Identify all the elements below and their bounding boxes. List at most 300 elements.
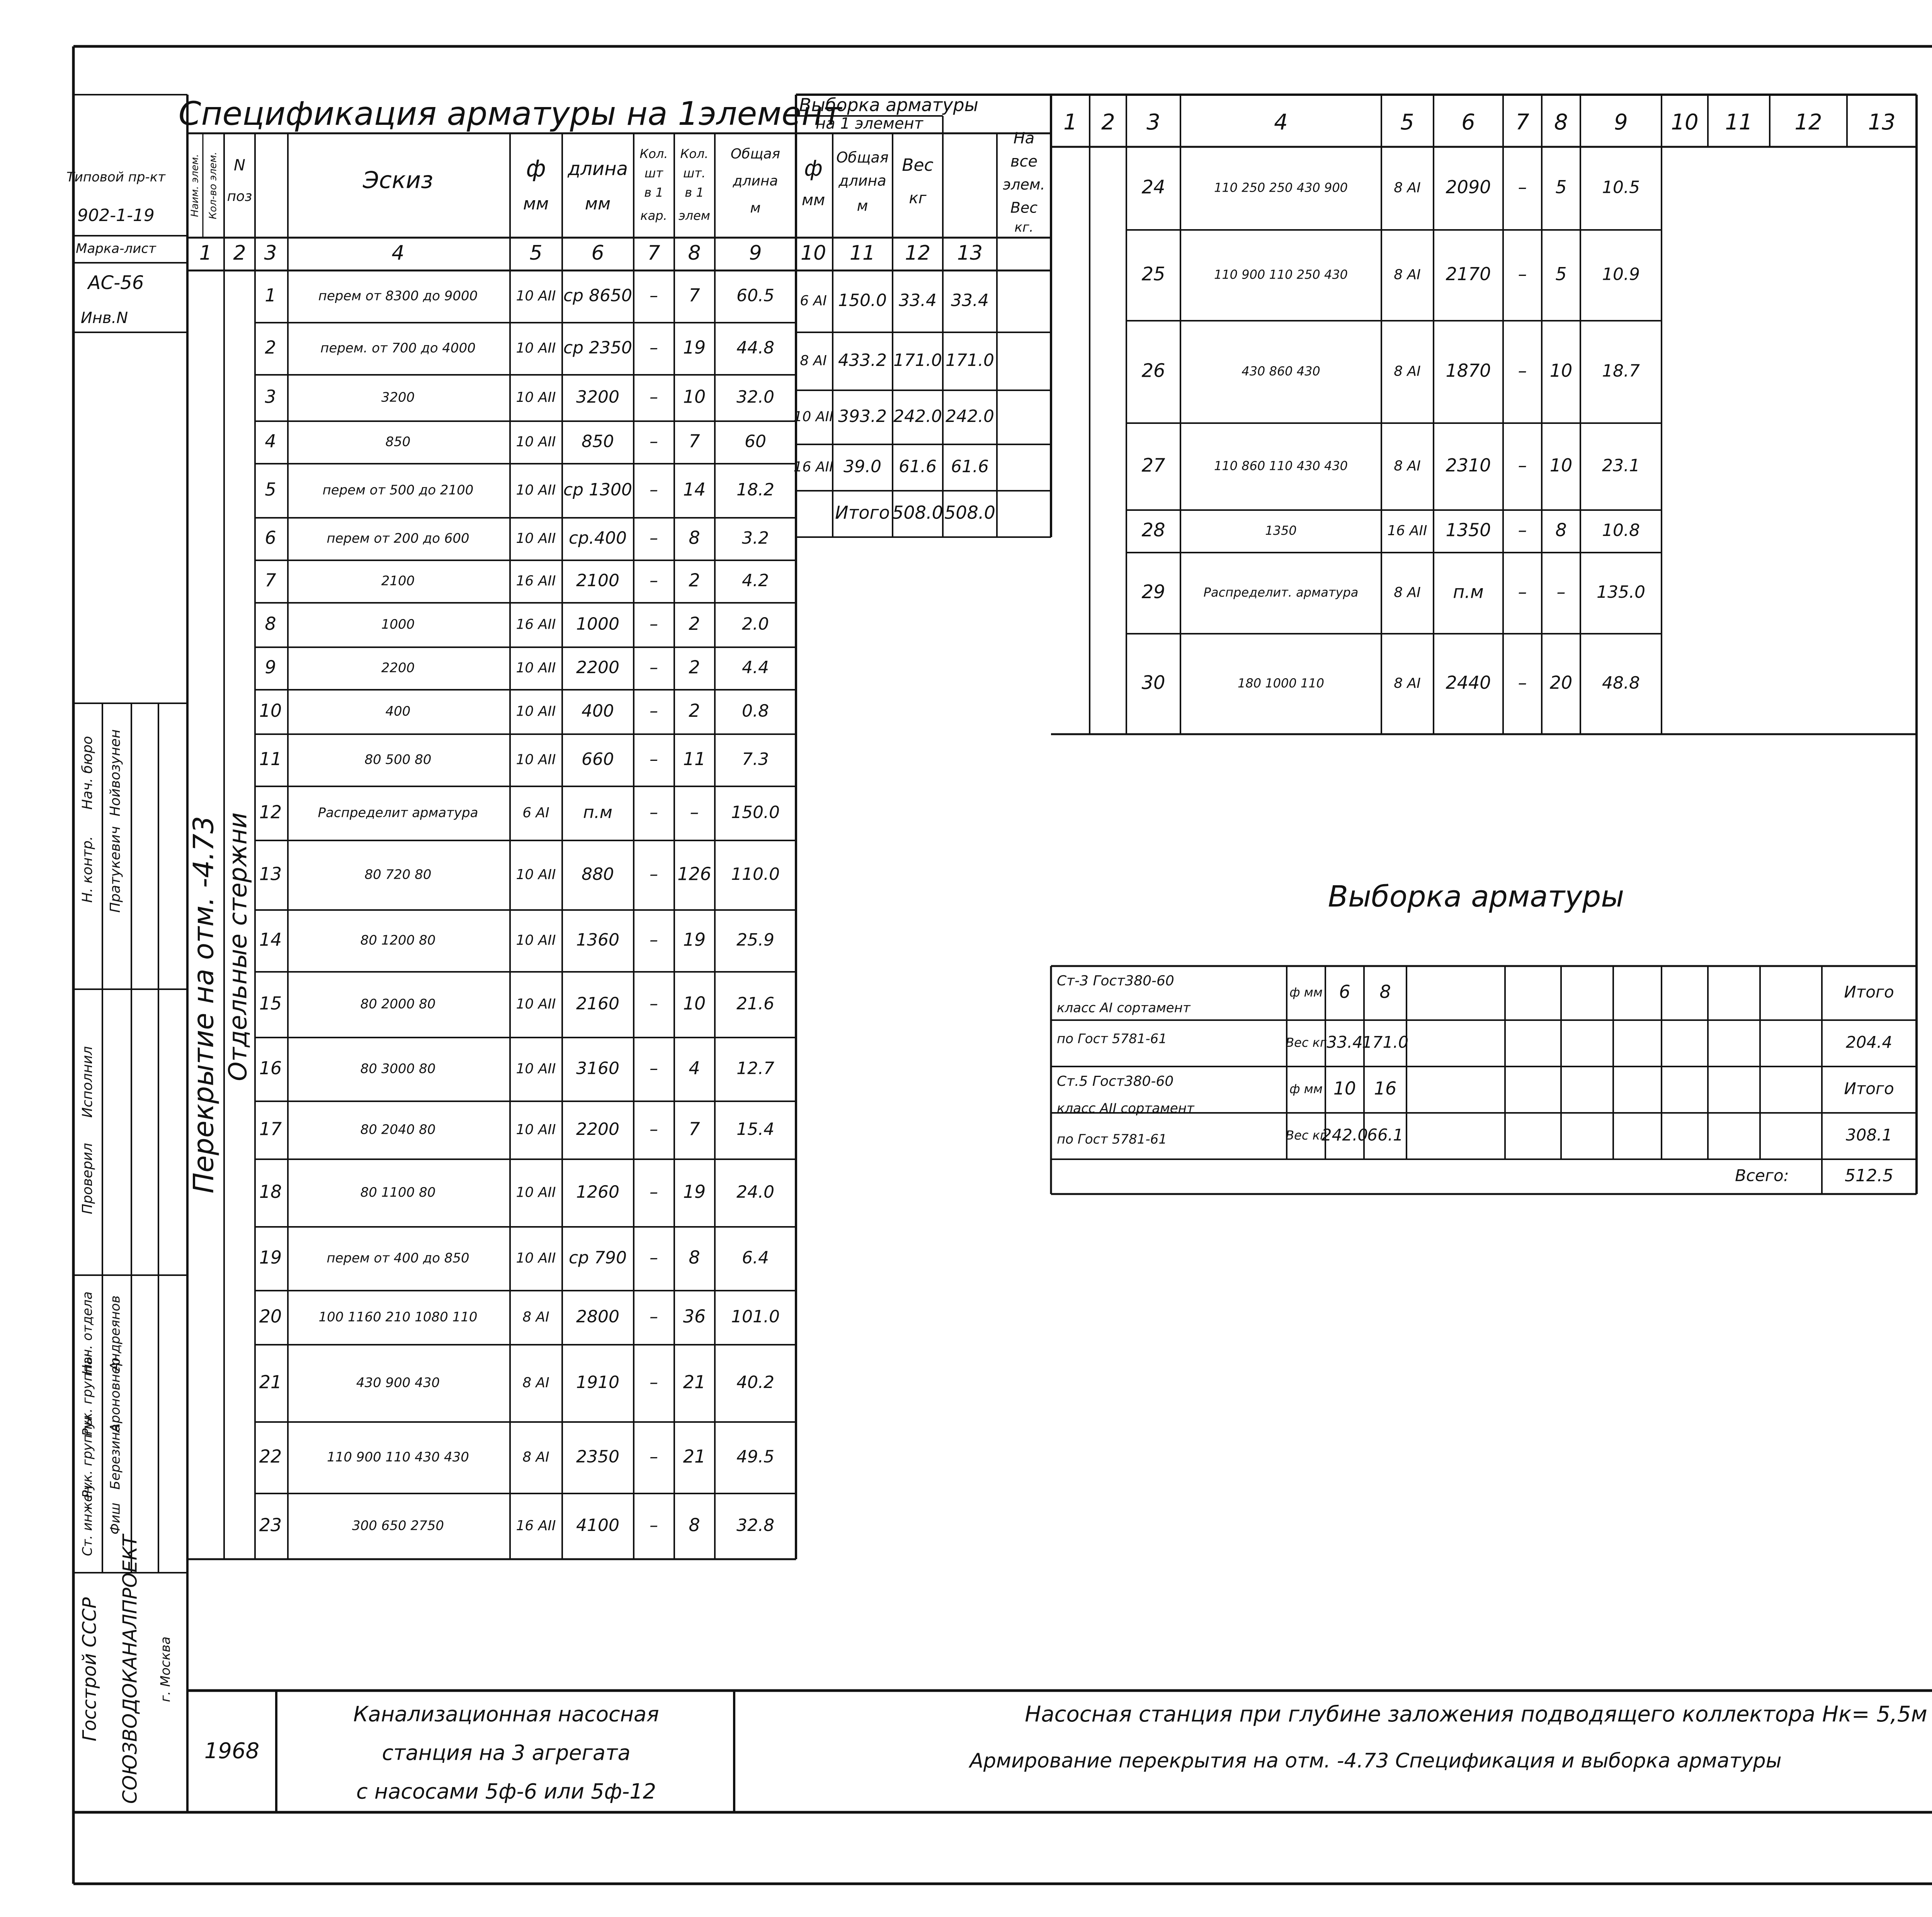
vyb-big-steel: класс АII сортамент <box>1057 1101 1194 1116</box>
row-cnt-frame: – <box>650 1182 658 1202</box>
cont-row-cnt-frame: – <box>1518 264 1527 284</box>
row-pos: 1 <box>265 285 276 306</box>
hdr-pos: N <box>234 156 245 174</box>
vyb-big-total-value: 204.4 <box>1845 1032 1893 1052</box>
row-cnt-frame: – <box>650 994 658 1014</box>
vyb-hdr-all: кг. <box>1014 219 1034 235</box>
strip-name: Пратукевич <box>107 826 123 913</box>
strip-name: Андреянов <box>107 1295 123 1371</box>
vyb-hdr-len: длина <box>838 172 886 189</box>
row-total-len: 44.8 <box>736 338 774 358</box>
cont-row-total: 23.1 <box>1602 456 1640 476</box>
row-sketch: перем от 500 до 2100 <box>322 482 474 498</box>
cont-col-number: 9 <box>1614 110 1628 135</box>
row-length: 3200 <box>576 387 619 407</box>
cont-row-cnt-frame: – <box>1518 177 1527 197</box>
hdr-dia: мм <box>523 194 549 214</box>
cont-row-length: 1870 <box>1446 360 1491 381</box>
row-sketch: 80 2000 80 <box>360 996 436 1012</box>
row-cnt-el: 19 <box>683 929 706 950</box>
cont-row-cnt-el: 5 <box>1555 177 1567 197</box>
row-pos: 12 <box>259 801 282 823</box>
cont-row-length: 2170 <box>1446 264 1491 284</box>
vyb-big-total-value: 308.1 <box>1845 1125 1893 1145</box>
row-pos: 21 <box>259 1371 282 1393</box>
col-number: 6 <box>591 242 604 265</box>
col-number: 1 <box>199 242 212 265</box>
row-cnt-el: 10 <box>683 993 706 1014</box>
row-dia: 10 AII <box>516 340 556 356</box>
strip-org3: г. Москва <box>158 1636 173 1702</box>
col-number: 5 <box>529 242 543 265</box>
row-cnt-el: 36 <box>683 1306 706 1327</box>
row-sketch: перем от 8300 до 9000 <box>318 288 478 304</box>
vyb-col-number: 11 <box>849 242 876 265</box>
row-length: 1910 <box>576 1373 619 1392</box>
row-dia: 10 AII <box>516 867 556 883</box>
strip-name: Фиш <box>107 1502 123 1535</box>
vyb-big-grand-label: Всего: <box>1735 1166 1789 1185</box>
vyb-big-v2: 33.4 <box>1327 1032 1363 1052</box>
row-sketch: 80 1100 80 <box>360 1185 436 1200</box>
row-sketch: перем от 400 до 850 <box>327 1250 469 1266</box>
tb-name3: с насосами 5ф-6 или 5ф-12 <box>356 1779 656 1804</box>
vyb-row-wa: 171.0 <box>946 350 994 370</box>
vyb-hdr-dia: ф <box>804 156 823 182</box>
row-dia: 16 AII <box>516 573 556 589</box>
cont-row-length: 2310 <box>1446 455 1491 476</box>
row-sketch: 80 2040 80 <box>360 1122 436 1138</box>
vyb-big-steel: Ст-3 Гост380-60 <box>1057 973 1174 989</box>
vyb-hdr-all: На <box>1013 129 1035 147</box>
hdr-cnt-fr: шт <box>645 166 663 180</box>
row-sketch: 80 500 80 <box>364 752 432 767</box>
row-cnt-frame: – <box>650 432 658 451</box>
vyb-row-len: 39.0 <box>844 457 881 476</box>
vyb-small-title: Выборка арматуры <box>799 94 978 116</box>
vyb-col-number: 10 <box>800 242 827 265</box>
row-cnt-el: 8 <box>689 1514 700 1536</box>
vyb-big-v2: 242.0 <box>1321 1125 1368 1145</box>
vyb-big-key: ф мм <box>1289 1082 1323 1096</box>
row-cnt-frame: – <box>650 803 658 822</box>
row-cnt-el: 4 <box>689 1058 700 1078</box>
hdr-length: длина <box>568 158 628 180</box>
row-pos: 13 <box>259 863 282 885</box>
row-cnt-el: 126 <box>677 863 711 885</box>
cont-row-sketch: 110 900 110 250 430 <box>1214 267 1348 282</box>
vyb-big-grand-total: 512.5 <box>1845 1166 1893 1186</box>
cont-row-length: 2090 <box>1446 177 1491 197</box>
vyb-big-v1: 6 <box>1339 981 1350 1002</box>
row-total-len: 4.4 <box>742 658 769 677</box>
row-cnt-el: 7 <box>689 1118 700 1140</box>
row-dia: 10 AII <box>516 752 556 768</box>
cont-row-dia: 8 AI <box>1394 363 1421 379</box>
row-pos: 16 <box>259 1058 282 1078</box>
cont-col-number: 1 <box>1063 110 1077 135</box>
strip-marka-value: АС-56 <box>88 272 144 294</box>
cont-row-pos: 30 <box>1141 672 1165 694</box>
strip-name: Нойвозунен <box>107 729 123 816</box>
vyb-big-v1: 8 <box>1379 981 1391 1002</box>
col-number: 2 <box>233 242 246 265</box>
row-total-len: 49.5 <box>736 1447 774 1467</box>
hdr-total: Общая <box>730 146 781 162</box>
vyb-row-len: 393.2 <box>838 407 887 426</box>
strip-org2: СОЮЗВОДОКАНАЛПРОЕКТ <box>119 1534 141 1804</box>
hdr-cnt-fr: Кол. <box>639 146 668 161</box>
cont-row-length: 1350 <box>1446 519 1491 541</box>
cont-row-total: 48.8 <box>1602 673 1640 693</box>
cont-row-total: 10.8 <box>1602 520 1640 540</box>
row-cnt-frame: – <box>650 528 658 548</box>
row-pos: 2 <box>265 337 276 358</box>
vyb-hdr-w: Вес <box>902 155 934 175</box>
row-length: 2100 <box>576 571 619 590</box>
vyb-big-v1: 16 <box>1374 1078 1397 1099</box>
vyb-hdr-all: Вес <box>1010 199 1038 216</box>
tb-name2: станция на 3 агрегата <box>382 1740 631 1765</box>
row-length: 2200 <box>576 658 619 677</box>
vyb-col-number: 12 <box>905 242 931 265</box>
cont-row-sketch: 110 860 110 430 430 <box>1214 458 1348 473</box>
strip-name: Березина <box>107 1424 123 1490</box>
strip-role: Проверил <box>80 1143 95 1214</box>
row-sketch: 850 <box>385 434 411 450</box>
row-cnt-el: 10 <box>683 386 706 407</box>
row-length: ср 2350 <box>563 338 633 358</box>
row-dia: 10 AII <box>516 932 556 948</box>
row-dia: 8 AI <box>522 1375 549 1391</box>
hdr-length: мм <box>585 194 611 214</box>
row-dia: 10 AII <box>516 703 556 720</box>
row-sketch: 3200 <box>381 390 415 405</box>
vyb-row-dia: 10 AII <box>793 409 833 425</box>
row-dia: 10 AII <box>516 660 556 676</box>
vyb-row-wa: 61.6 <box>951 457 989 476</box>
row-cnt-frame: – <box>650 1447 658 1467</box>
vyb-big-steel: по Гост 5781-61 <box>1057 1031 1167 1047</box>
row-cnt-el: 2 <box>689 570 700 591</box>
cont-col-number: 12 <box>1794 110 1822 135</box>
cont-row-pos: 29 <box>1141 581 1165 603</box>
row-length: 2800 <box>576 1307 619 1327</box>
vyb-total-wa: 508.0 <box>944 502 995 523</box>
row-cnt-frame: – <box>650 658 658 677</box>
row-cnt-frame: – <box>650 614 658 634</box>
row-sketch: 300 650 2750 <box>352 1518 444 1534</box>
row-dia: 10 AII <box>516 1184 556 1201</box>
row-cnt-el: 14 <box>683 479 706 500</box>
cont-row-cnt-el: 5 <box>1555 264 1567 284</box>
row-total-len: 12.7 <box>736 1058 774 1078</box>
row-total-len: 150.0 <box>731 803 780 822</box>
row-length: 2160 <box>576 994 619 1014</box>
row-length: 4100 <box>576 1516 619 1535</box>
hdr-dia: ф <box>526 155 546 182</box>
row-total-len: 25.9 <box>736 930 774 950</box>
vyb-big-title: Выборка арматуры <box>1328 879 1624 913</box>
row-dia: 8 AI <box>522 1449 549 1465</box>
row-cnt-el: 8 <box>689 1247 700 1268</box>
cont-row-pos: 27 <box>1141 454 1165 476</box>
hdr-cnt-el: Кол. <box>680 146 709 161</box>
hdr-cnt-fr: в 1 <box>644 185 663 200</box>
cont-row-cnt-frame: – <box>1518 519 1527 541</box>
row-pos: 15 <box>259 993 282 1014</box>
row-sketch: 2200 <box>381 660 415 676</box>
row-dia: 6 AI <box>522 805 549 821</box>
row-pos: 20 <box>259 1306 282 1327</box>
vyb-small-subtitle: на 1 элемент <box>816 115 923 133</box>
row-dia: 10 AII <box>516 996 556 1012</box>
row-dia: 10 AII <box>516 1061 556 1077</box>
hdr-total: длина <box>733 173 778 189</box>
hdr-sketch: Эскиз <box>362 167 434 194</box>
vyb-big-v1: 10 <box>1333 1078 1356 1099</box>
hdr-count-elem: Кол-во элем. <box>207 151 219 219</box>
cont-col-number: 2 <box>1101 110 1115 135</box>
cont-col-number: 11 <box>1725 110 1753 135</box>
vyb-row-len: 150.0 <box>838 291 887 310</box>
strip-marka-label: Марка-лист <box>76 241 156 257</box>
row-total-len: 6.4 <box>742 1248 769 1268</box>
row-length: 2200 <box>576 1119 619 1139</box>
row-total-len: 15.4 <box>736 1119 774 1139</box>
strip-role: Ст. инжен. <box>80 1481 95 1556</box>
col-number: 9 <box>749 242 762 265</box>
tb-desc2: Армирование перекрытия на отм. -4.73 Спецификация и выборка арматуры <box>969 1749 1782 1772</box>
cont-row-length: п.м <box>1453 581 1484 602</box>
vyb-total-label: Итого <box>835 502 890 523</box>
strip-role: Н. контр. <box>80 836 95 903</box>
row-cnt-el: 21 <box>683 1446 706 1467</box>
row-length: ср 1300 <box>563 480 633 500</box>
cont-row-cnt-frame: – <box>1518 360 1527 381</box>
hdr-cnt-el: шт. <box>683 166 706 180</box>
cont-row-dia: 16 AII <box>1387 523 1427 539</box>
row-cnt-el: 19 <box>683 1181 706 1202</box>
cont-row-total: 18.7 <box>1602 361 1640 381</box>
vyb-row-w: 242.0 <box>893 407 942 426</box>
row-total-len: 32.8 <box>736 1516 774 1535</box>
row-pos: 4 <box>265 430 276 452</box>
row-cnt-el: 2 <box>689 613 700 634</box>
hdr-pos: поз <box>227 189 252 204</box>
row-pos: 22 <box>259 1446 282 1467</box>
vyb-col-number: 13 <box>957 242 983 265</box>
row-cnt-frame: – <box>650 930 658 950</box>
row-sketch: 110 900 110 430 430 <box>327 1449 469 1465</box>
tb-desc1: Насосная станция при глубине заложения подводящего коллектора Нк= 5,5м <box>1025 1702 1927 1727</box>
vyb-row-w: 61.6 <box>899 457 937 476</box>
row-pos: 14 <box>259 929 282 950</box>
row-pos: 3 <box>265 386 276 407</box>
row-pos: 6 <box>265 527 276 548</box>
cont-row-sketch: 180 1000 110 <box>1238 676 1324 691</box>
row-total-len: 60.5 <box>736 286 774 306</box>
strip-role: Нач. бюро <box>80 736 95 810</box>
vyb-big-v2: 66.1 <box>1367 1125 1403 1145</box>
tb-year: 1968 <box>204 1738 260 1764</box>
vyb-hdr-all: все <box>1010 153 1038 170</box>
cont-col-number: 7 <box>1515 110 1529 135</box>
cont-col-number: 4 <box>1274 110 1288 135</box>
vyb-hdr-len: Общая <box>836 149 889 166</box>
row-length: 3160 <box>576 1058 619 1078</box>
vyb-big-steel: Ст.5 Гост380-60 <box>1057 1073 1174 1089</box>
hdr-cnt-el: в 1 <box>685 185 704 200</box>
row-cnt-frame: – <box>650 1516 658 1535</box>
row-cnt-frame: – <box>650 701 658 721</box>
row-sketch: 1000 <box>381 617 415 632</box>
row-sketch: 2100 <box>381 573 415 589</box>
row-total-len: 0.8 <box>742 701 769 721</box>
row-length: 1360 <box>576 930 619 950</box>
cont-row-total: 10.9 <box>1602 264 1640 284</box>
row-pos: 7 <box>265 570 276 591</box>
hdr-total: м <box>750 200 761 216</box>
row-length: 1000 <box>576 614 619 634</box>
cont-row-dia: 8 AI <box>1394 180 1421 196</box>
cont-row-sketch: 1350 <box>1265 523 1297 538</box>
grid-lines <box>73 46 1932 1884</box>
cont-col-number: 13 <box>1868 110 1896 135</box>
cont-row-cnt-frame: – <box>1518 581 1527 602</box>
strip-role: Рук. группы <box>80 1415 95 1498</box>
vyb-hdr-dia: мм <box>801 191 825 209</box>
cont-row-dia: 8 AI <box>1394 675 1421 691</box>
cont-row-cnt-frame: – <box>1518 672 1527 693</box>
vyb-row-dia: 6 AI <box>800 293 827 309</box>
row-cnt-frame: – <box>650 387 658 407</box>
row-sketch: 80 1200 80 <box>360 932 436 948</box>
strip-role: Рук. группы <box>80 1354 95 1436</box>
row-cnt-frame: – <box>650 338 658 358</box>
row-dia: 10 AII <box>516 482 556 498</box>
col-number: 3 <box>264 242 277 265</box>
row-sketch: 100 1160 210 1080 110 <box>318 1309 478 1325</box>
hdr-cnt-el: элем <box>679 208 710 223</box>
cont-row-pos: 28 <box>1141 519 1165 541</box>
row-cnt-el: – <box>690 801 699 823</box>
row-pos: 19 <box>259 1247 282 1268</box>
strip-name: Ароновнер <box>107 1357 123 1432</box>
row-length: ср.400 <box>568 528 627 548</box>
cont-row-sketch: 110 250 250 430 900 <box>1214 180 1348 195</box>
row-total-len: 24.0 <box>736 1182 774 1202</box>
row-total-len: 18.2 <box>736 480 774 500</box>
vyb-hdr-w: кг <box>909 189 927 207</box>
row-cnt-el: 7 <box>689 430 700 452</box>
row-length: 400 <box>582 701 614 721</box>
row-cnt-el: 21 <box>683 1371 706 1393</box>
row-dia: 10 AII <box>516 434 556 450</box>
strip-role: Исполнил <box>80 1046 95 1118</box>
cont-row-length: 2440 <box>1446 672 1491 693</box>
vyb-big-total-label: Итого <box>1844 1079 1894 1098</box>
vyb-row-dia: 8 AI <box>800 353 827 369</box>
row-cnt-el: 8 <box>689 527 700 548</box>
row-cnt-frame: – <box>650 286 658 306</box>
row-cnt-el: 7 <box>689 285 700 306</box>
row-cnt-frame: – <box>650 749 658 769</box>
row-length: п.м <box>583 803 612 822</box>
cont-row-cnt-frame: – <box>1518 455 1527 476</box>
row-dia: 10 AII <box>516 390 556 405</box>
row-dia: 10 AII <box>516 1250 556 1266</box>
row-cnt-el: 19 <box>683 337 706 358</box>
row-sketch: 400 <box>385 704 411 719</box>
cont-row-sketch: 430 860 430 <box>1242 364 1320 379</box>
row-dia: 8 AI <box>522 1309 549 1325</box>
row-cnt-frame: – <box>650 1307 658 1327</box>
row-dia: 10 AII <box>516 1122 556 1138</box>
row-total-len: 32.0 <box>736 387 774 407</box>
tb-name1: Канализационная насосная <box>353 1702 659 1726</box>
row-total-len: 4.2 <box>742 571 769 590</box>
row-length: ср 8650 <box>563 286 633 306</box>
hdr-name-elem: Наим. элем. <box>189 154 201 217</box>
group-label-1: Перекрытие на отм. -4.73 <box>187 816 220 1194</box>
cont-row-cnt-el: 8 <box>1555 519 1567 541</box>
cont-col-number: 3 <box>1146 110 1160 135</box>
row-cnt-frame: – <box>650 1373 658 1392</box>
row-cnt-frame: – <box>650 480 658 500</box>
cont-row-pos: 26 <box>1141 360 1165 382</box>
row-total-len: 21.6 <box>736 994 774 1014</box>
hdr-cnt-fr: кар. <box>640 208 667 223</box>
cont-row-total: 10.5 <box>1602 177 1640 197</box>
row-cnt-el: 2 <box>689 700 700 721</box>
row-total-len: 60 <box>745 432 766 451</box>
row-dia: 16 AII <box>516 616 556 633</box>
col-number: 8 <box>688 242 701 265</box>
row-cnt-frame: – <box>650 1248 658 1268</box>
cont-row-total: 135.0 <box>1597 582 1645 602</box>
row-sketch: 430 900 430 <box>356 1375 440 1391</box>
row-pos: 9 <box>265 657 276 678</box>
row-sketch: 80 3000 80 <box>360 1061 436 1077</box>
row-total-len: 110.0 <box>731 864 780 884</box>
vyb-total-w: 508.0 <box>892 502 943 523</box>
vyb-big-total-label: Итого <box>1844 982 1894 1002</box>
cont-row-cnt-el: 20 <box>1549 672 1573 693</box>
strip-org1: Госстрой СССР <box>79 1597 100 1742</box>
cont-col-number: 5 <box>1400 110 1414 135</box>
row-cnt-frame: – <box>650 864 658 884</box>
row-length: 660 <box>582 749 614 769</box>
vyb-row-w: 33.4 <box>899 291 937 310</box>
strip-inv: Инв.N <box>80 309 128 327</box>
row-total-len: 101.0 <box>731 1307 780 1327</box>
row-pos: 18 <box>259 1181 282 1202</box>
row-cnt-el: 2 <box>689 657 700 678</box>
vyb-row-wa: 242.0 <box>946 407 994 426</box>
vyb-big-key: ф мм <box>1289 985 1323 1000</box>
row-total-len: 2.0 <box>742 614 769 634</box>
row-total-len: 40.2 <box>736 1373 774 1392</box>
cont-row-pos: 24 <box>1141 176 1165 198</box>
row-pos: 23 <box>259 1514 282 1536</box>
cont-row-dia: 8 AI <box>1394 458 1421 474</box>
row-length: 850 <box>582 432 614 451</box>
cont-row-sketch: Распределит. арматура <box>1203 585 1359 600</box>
col-number: 7 <box>647 242 660 265</box>
row-cnt-el: 11 <box>683 748 706 769</box>
strip-tp-value: 902-1-19 <box>77 206 155 225</box>
